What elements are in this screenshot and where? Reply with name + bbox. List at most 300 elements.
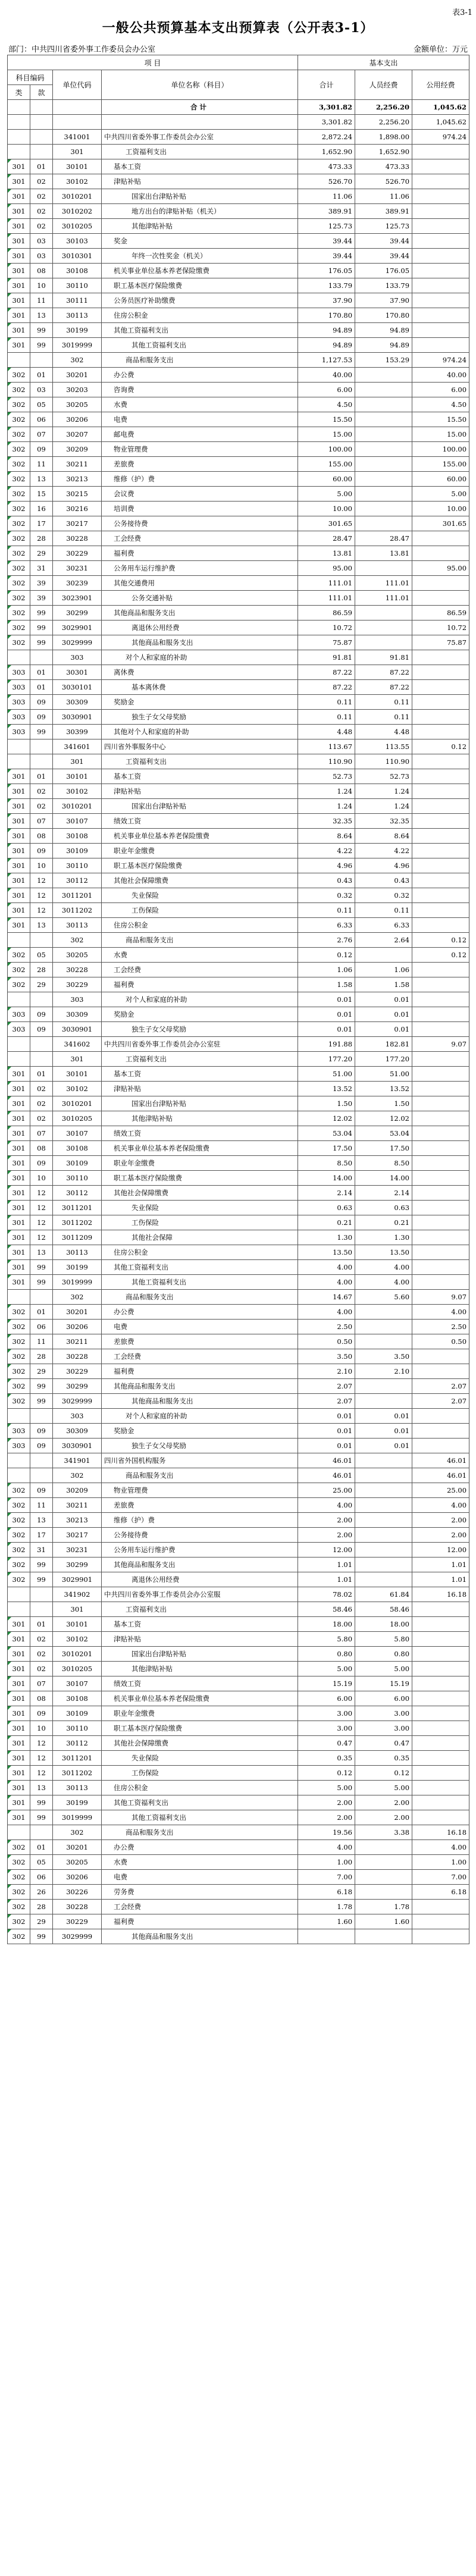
cell-total: 78.02 [298,1587,355,1602]
table-row [8,1096,469,1111]
cell-unit-code: 3030901 [53,710,102,725]
cell-lei: 301 [8,1676,30,1691]
cell-kuan: 09 [30,1007,53,1022]
cell-public [412,531,469,546]
cell-lei [8,145,30,159]
cell-unit-name: 差旅费 [102,1334,298,1349]
cell-unit-code: 3011202 [53,1766,102,1781]
cell-lei: 301 [8,293,30,308]
table-row [8,1201,469,1215]
cell-unit-code: 341901 [53,1453,102,1468]
table-row [8,219,469,234]
cell-unit-name: 办公费 [102,1840,298,1855]
cell-kuan: 99 [30,1929,53,1944]
cell-unit-code: 3030101 [53,680,102,695]
header-basic-expenditure: 基本支出 [298,55,469,70]
cell-total: 0.01 [298,1007,355,1022]
cell-unit-name: 其他工资福利支出 [102,338,298,353]
cell-unit-code: 30107 [53,1676,102,1691]
cell-total: 1,127.53 [298,353,355,368]
cell-personnel: 5.00 [355,1781,412,1795]
cell-public [412,725,469,739]
cell-personnel: 153.29 [355,353,412,368]
cell-public [412,1781,469,1795]
cell-unit-name: 离退休公用经费 [102,1572,298,1587]
header-unit-code: 单位代码 [53,70,102,100]
cell-personnel: 1,898.00 [355,130,412,145]
table-row [8,977,469,992]
cell-lei [8,1602,30,1617]
table-row [8,829,469,844]
cell-public [412,145,469,159]
cell-total: 14.00 [298,1171,355,1186]
cell-public: 86.59 [412,606,469,621]
cell-personnel: 61.84 [355,1587,412,1602]
cell-unit-code: 3029901 [53,621,102,635]
cell-lei: 303 [8,1424,30,1439]
table-row [8,873,469,888]
cell-public [412,784,469,799]
cell-kuan: 05 [30,397,53,412]
cell-lei: 301 [8,1632,30,1647]
cell-total: 51.00 [298,1067,355,1082]
cell-kuan [30,1468,53,1483]
cell-unit-code: 3011202 [53,903,102,918]
cell-personnel: 113.55 [355,739,412,754]
cell-unit-name: 失业保险 [102,888,298,903]
cell-personnel: 13.52 [355,1082,412,1096]
cell-unit-name: 基本工资 [102,769,298,784]
cell-total: 1.00 [298,1855,355,1870]
cell-unit-code: 30213 [53,1513,102,1528]
cell-unit-code: 341602 [53,1037,102,1052]
cell-public [412,1156,469,1171]
cell-lei: 302 [8,516,30,531]
cell-total: 4.00 [298,1840,355,1855]
cell-lei [8,100,30,115]
cell-total: 2,872.24 [298,130,355,145]
cell-unit-name: 商品和服务支出 [102,933,298,948]
cell-kuan: 07 [30,427,53,442]
table-row [8,412,469,427]
cell-personnel [355,1855,412,1870]
table-row [8,1914,469,1929]
cell-kuan: 99 [30,1810,53,1825]
table-row [8,903,469,918]
cell-public [412,977,469,992]
cell-total: 3.50 [298,1349,355,1364]
header-lei: 类 [8,85,30,100]
cell-lei: 302 [8,1305,30,1320]
cell-total: 177.20 [298,1052,355,1067]
cell-lei: 302 [8,1394,30,1409]
cell-lei: 302 [8,561,30,576]
cell-unit-name [102,115,298,130]
cell-personnel: 5.80 [355,1632,412,1647]
cell-unit-name: 差旅费 [102,457,298,472]
cell-personnel: 4.00 [355,1275,412,1290]
cell-personnel [355,383,412,397]
table-row [8,1781,469,1795]
cell-personnel: 1.58 [355,977,412,992]
cell-unit-name: 水费 [102,1855,298,1870]
cell-unit-name: 地方出台的津贴补贴（机关） [102,204,298,219]
table-row [8,918,469,933]
cell-unit-code: 30112 [53,873,102,888]
cell-public: 2.00 [412,1528,469,1543]
table-row [8,814,469,829]
cell-public: 10.00 [412,502,469,516]
cell-unit-code: 30102 [53,1632,102,1647]
cell-kuan [30,353,53,368]
cell-personnel: 0.32 [355,888,412,903]
cell-total: 1.24 [298,784,355,799]
cell-kuan: 29 [30,1914,53,1929]
cell-lei: 302 [8,457,30,472]
cell-unit-name: 国家出台津贴补贴 [102,1647,298,1662]
table-row [8,457,469,472]
cell-unit-name: 公务用车运行维护费 [102,561,298,576]
cell-public [412,873,469,888]
cell-unit-code: 30301 [53,665,102,680]
cell-kuan: 08 [30,1691,53,1706]
cell-public [412,1900,469,1914]
cell-unit-code: 30207 [53,427,102,442]
cell-personnel: 0.63 [355,1201,412,1215]
cell-unit-code: 30217 [53,1528,102,1543]
cell-kuan: 06 [30,1320,53,1334]
cell-unit-code: 30103 [53,234,102,249]
table-row [8,264,469,278]
cell-lei: 303 [8,710,30,725]
cell-lei: 301 [8,769,30,784]
cell-personnel [355,1528,412,1543]
cell-total: 13.81 [298,546,355,561]
cell-unit-name: 福利费 [102,1364,298,1379]
cell-kuan: 09 [30,710,53,725]
cell-total: 13.52 [298,1082,355,1096]
cell-unit-code: 3010201 [53,189,102,204]
cell-unit-code: 30229 [53,546,102,561]
cell-unit-name: 对个人和家庭的补助 [102,992,298,1007]
cell-unit-name: 工会经费 [102,531,298,546]
cell-total: 87.22 [298,680,355,695]
cell-personnel [355,502,412,516]
cell-lei: 302 [8,963,30,977]
cell-public [412,665,469,680]
cell-total: 133.79 [298,278,355,293]
cell-total: 473.33 [298,159,355,174]
cell-kuan: 13 [30,472,53,487]
cell-public: 974.24 [412,130,469,145]
cell-public: 0.50 [412,1334,469,1349]
table-row [8,948,469,963]
cell-unit-code: 3010201 [53,1647,102,1662]
cell-unit-name: 职工基本医疗保险缴费 [102,858,298,873]
cell-kuan: 09 [30,1424,53,1439]
cell-unit-code: 30203 [53,383,102,397]
cell-lei: 301 [8,189,30,204]
cell-lei: 301 [8,338,30,353]
table-row [8,368,469,383]
amount-unit-label: 金额单位：万元 [413,45,468,54]
cell-total: 170.80 [298,308,355,323]
cell-unit-name: 维修（护）费 [102,1513,298,1528]
cell-lei: 301 [8,1662,30,1676]
cell-personnel: 1.30 [355,1230,412,1245]
cell-unit-name: 机关事业单位基本养老保险缴费 [102,1691,298,1706]
cell-kuan [30,739,53,754]
cell-kuan: 99 [30,606,53,621]
cell-lei: 303 [8,725,30,739]
table-row [8,278,469,293]
cell-public [412,1602,469,1617]
cell-unit-code: 30101 [53,1067,102,1082]
cell-unit-name: 绩效工资 [102,814,298,829]
cell-total: 4.96 [298,858,355,873]
cell-kuan: 99 [30,635,53,650]
table-row [8,1052,469,1067]
cell-lei: 302 [8,1885,30,1900]
cell-public [412,1439,469,1453]
cell-unit-code: 302 [53,353,102,368]
cell-unit-code: 3019999 [53,1275,102,1290]
cell-personnel: 0.47 [355,1736,412,1751]
cell-lei: 301 [8,1706,30,1721]
cell-kuan [30,1290,53,1305]
cell-total: 32.35 [298,814,355,829]
cell-unit-code: 30229 [53,1364,102,1379]
cell-unit-code: 30113 [53,308,102,323]
table-row [8,799,469,814]
cell-lei: 301 [8,844,30,858]
cell-lei: 302 [8,977,30,992]
table-row [8,1156,469,1171]
cell-unit-name: 工伤保险 [102,1215,298,1230]
table-row [8,531,469,546]
cell-personnel: 0.01 [355,1409,412,1424]
cell-unit-code: 30215 [53,487,102,502]
cell-public [412,829,469,844]
cell-unit-code: 30201 [53,368,102,383]
table-row [8,858,469,873]
cell-unit-code: 3010201 [53,1096,102,1111]
cell-kuan: 03 [30,249,53,264]
cell-personnel [355,1543,412,1557]
cell-kuan: 99 [30,1572,53,1587]
cell-unit-name: 福利费 [102,977,298,992]
cell-total: 0.01 [298,1022,355,1037]
cell-public: 974.24 [412,353,469,368]
cell-unit-code: 30108 [53,1691,102,1706]
cell-unit-name: 维修（护）费 [102,472,298,487]
cell-unit-code: 30113 [53,1245,102,1260]
cell-total: 0.01 [298,992,355,1007]
cell-total: 28.47 [298,531,355,546]
cell-kuan: 01 [30,680,53,695]
cell-lei [8,1587,30,1602]
cell-public [412,1409,469,1424]
cell-kuan: 02 [30,799,53,814]
cell-personnel: 133.79 [355,278,412,293]
cell-kuan [30,1052,53,1067]
cell-unit-name: 绩效工资 [102,1126,298,1141]
cell-public [412,754,469,769]
header-personnel: 人员经费 [355,70,412,100]
cell-unit-code: 30102 [53,784,102,799]
table-row [8,754,469,769]
cell-kuan: 29 [30,977,53,992]
table-row [8,1587,469,1602]
cell-public: 4.00 [412,1305,469,1320]
cell-personnel [355,1334,412,1349]
cell-unit-code: 3011201 [53,1201,102,1215]
cell-personnel: 0.35 [355,1751,412,1766]
cell-personnel: 53.04 [355,1126,412,1141]
cell-total: 1.50 [298,1096,355,1111]
cell-lei: 303 [8,1439,30,1453]
cell-unit-name: 机关事业单位基本养老保险缴费 [102,264,298,278]
cell-public: 1.01 [412,1557,469,1572]
cell-total: 1.24 [298,799,355,814]
cell-personnel: 91.81 [355,650,412,665]
cell-unit-name: 其他商品和服务支出 [102,606,298,621]
cell-public: 46.01 [412,1468,469,1483]
cell-unit-name: 工会经费 [102,1349,298,1364]
cell-total: 95.00 [298,561,355,576]
cell-unit-name: 其他商品和服务支出 [102,1557,298,1572]
cell-unit-name: 职业年金缴费 [102,1706,298,1721]
cell-unit-code: 30110 [53,278,102,293]
cell-public [412,888,469,903]
cell-personnel [355,1305,412,1320]
cell-total: 4.00 [298,1305,355,1320]
cell-public: 9.07 [412,1037,469,1052]
cell-lei: 302 [8,487,30,502]
cell-unit-code: 30205 [53,948,102,963]
cell-kuan: 09 [30,442,53,457]
cell-unit-code: 30108 [53,1141,102,1156]
cell-public [412,814,469,829]
cell-unit-code: 30239 [53,576,102,591]
cell-kuan [30,754,53,769]
cell-unit-name: 会议费 [102,487,298,502]
cell-lei: 302 [8,1557,30,1572]
cell-unit-code: 30228 [53,1349,102,1364]
cell-public: 0.12 [412,933,469,948]
cell-unit-code: 30112 [53,1186,102,1201]
cell-total: 6.33 [298,918,355,933]
cell-total: 94.89 [298,323,355,338]
table-row [8,516,469,531]
table-row [8,1290,469,1305]
cell-lei: 302 [8,1900,30,1914]
table-row [8,665,469,680]
cell-personnel [355,427,412,442]
cell-unit-code: 30228 [53,531,102,546]
cell-unit-code: 301 [53,1602,102,1617]
cell-unit-code: 30231 [53,1543,102,1557]
cell-total: 155.00 [298,457,355,472]
cell-personnel: 2,256.20 [355,115,412,130]
cell-personnel: 3.50 [355,1349,412,1364]
cell-lei: 302 [8,1840,30,1855]
cell-personnel: 0.01 [355,1439,412,1453]
cell-public [412,1245,469,1260]
cell-public: 95.00 [412,561,469,576]
cell-total: 0.11 [298,695,355,710]
cell-kuan: 17 [30,1528,53,1543]
cell-lei: 303 [8,695,30,710]
cell-unit-code: 30211 [53,457,102,472]
cell-unit-name: 其他交通费用 [102,576,298,591]
cell-total: 4.50 [298,397,355,412]
cell-lei: 301 [8,1617,30,1632]
header-kuan: 款 [30,85,53,100]
cell-personnel: 5.00 [355,1662,412,1676]
cell-unit-code: 3010301 [53,249,102,264]
cell-public [412,992,469,1007]
cell-public [412,1929,469,1944]
cell-lei: 302 [8,1855,30,1870]
cell-lei: 301 [8,918,30,933]
table-row [8,1230,469,1245]
table-row [8,769,469,784]
cell-lei: 301 [8,1082,30,1096]
cell-total: 0.47 [298,1736,355,1751]
cell-unit-name: 咨询费 [102,383,298,397]
cell-public [412,591,469,606]
cell-public [412,1171,469,1186]
table-row [8,1007,469,1022]
cell-public [412,1676,469,1691]
cell-lei: 301 [8,1647,30,1662]
department-label: 部门：中共四川省委外事工作委员会办公室 [8,45,156,54]
table-row [8,576,469,591]
cell-personnel: 1.24 [355,799,412,814]
table-row [8,1305,469,1320]
cell-unit-name: 其他工资福利支出 [102,1260,298,1275]
cell-public [412,1260,469,1275]
cell-public [412,1706,469,1721]
cell-public [412,1096,469,1111]
cell-public [412,204,469,219]
cell-unit-name: 物业管理费 [102,442,298,457]
cell-lei: 302 [8,427,30,442]
cell-kuan: 99 [30,1394,53,1409]
cell-public [412,918,469,933]
table-row [8,1676,469,1691]
cell-unit-code: 30309 [53,1424,102,1439]
cell-unit-name: 工资福利支出 [102,1602,298,1617]
cell-lei: 302 [8,368,30,383]
cell-unit-name: 其他商品和服务支出 [102,1379,298,1394]
cell-personnel: 110.90 [355,754,412,769]
cell-kuan: 02 [30,1632,53,1647]
cell-public: 6.00 [412,383,469,397]
table-row [8,546,469,561]
cell-kuan: 28 [30,1349,53,1364]
cell-lei: 301 [8,1230,30,1245]
cell-unit-code [53,100,102,115]
cell-kuan: 03 [30,234,53,249]
cell-unit-name: 离休费 [102,665,298,680]
cell-personnel: 1.60 [355,1914,412,1929]
cell-unit-code: 3011201 [53,1751,102,1766]
cell-unit-name: 劳务费 [102,1885,298,1900]
cell-unit-name: 四川省外事服务中心 [102,739,298,754]
cell-unit-name: 基本工资 [102,159,298,174]
